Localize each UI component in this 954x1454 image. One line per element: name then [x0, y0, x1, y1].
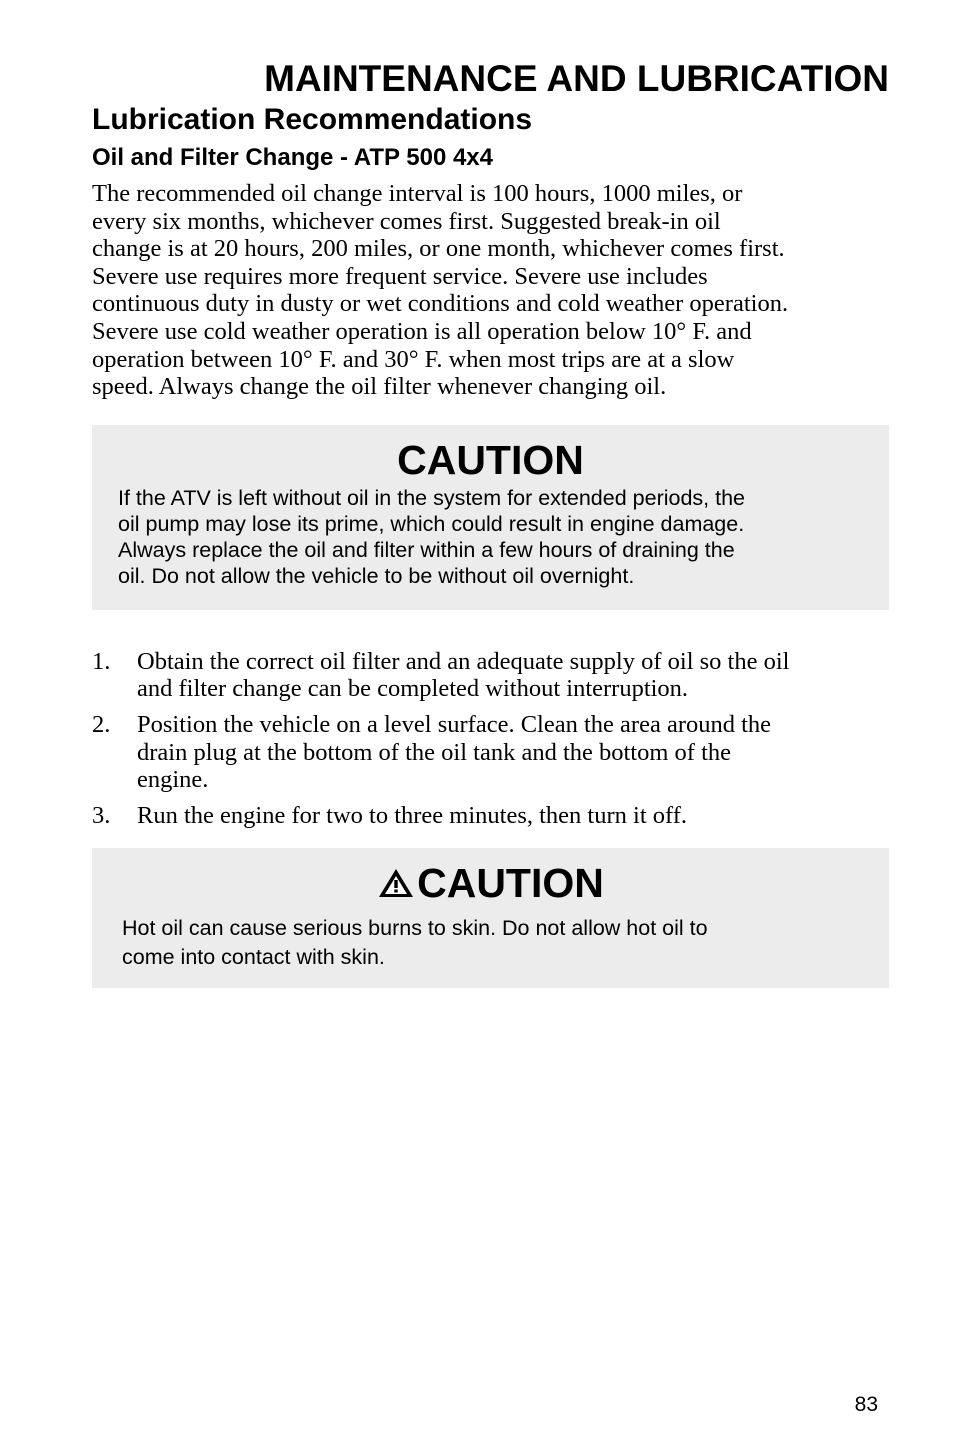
step-text — [137, 802, 889, 830]
step-text — [137, 711, 889, 794]
caution-line: oil. Do not allow the vehicle to be without oil overnight. — [118, 563, 635, 588]
caution-line: oil pump may lose its prime, which could result in engine damage. — [118, 511, 745, 536]
caution-line: come into contact with skin. — [122, 945, 385, 970]
caution-line: Always replace the oil and filter within a few hours of draining the — [118, 537, 735, 562]
subsection-title: Oil and Filter Change - ATP 500 4x4 — [92, 144, 494, 171]
caution-box-oil-pump — [92, 425, 889, 610]
step-line: Position the vehicle on a level surface. Clean the area around the — [137, 710, 772, 738]
caution-line: If the ATV is left without oil in the system for extended periods, the — [118, 485, 746, 510]
step-number: 3. — [92, 801, 111, 829]
intro-line: operation between 10° F. and 30° F. when most trips are at a slow — [92, 345, 735, 373]
step-item — [92, 648, 889, 703]
step-text — [137, 648, 889, 703]
caution-box-hot-oil — [92, 848, 889, 988]
step-line: Run the engine for two to three minutes, then turn it off. — [137, 801, 688, 829]
caution-heading-with-icon — [122, 860, 859, 908]
step-item — [92, 711, 889, 794]
caution-text — [118, 485, 863, 589]
page-number: 83 — [854, 1393, 878, 1416]
intro-line: speed. Always change the oil filter whenever changing oil. — [92, 373, 667, 401]
manual-page — [92, 58, 889, 988]
intro-line: change is at 20 hours, 200 miles, or one month, whichever comes first. — [92, 235, 785, 263]
step-line: Obtain the correct oil filter and an adequate supply of oil so the oil — [137, 647, 790, 675]
procedure-steps — [92, 648, 889, 830]
intro-line: The recommended oil change interval is 100 hours, 1000 miles, or — [92, 180, 743, 207]
caution-text — [122, 914, 859, 972]
caution-line: Hot oil can cause serious burns to skin. Do not allow hot oil to — [122, 916, 708, 941]
intro-paragraph — [92, 180, 889, 401]
intro-line: Severe use cold weather operation is all operation below 10° F. and — [92, 317, 752, 345]
intro-line: Severe use requires more frequent service. Severe use includes — [92, 262, 708, 290]
caution-heading: CAUTION — [397, 436, 584, 483]
warning-triangle-icon — [377, 862, 415, 908]
chapter-title: MAINTENANCE AND LUBRICATION — [264, 58, 889, 99]
intro-line: continuous duty in dusty or wet conditions and cold weather operation. — [92, 290, 789, 318]
intro-line: every six months, whichever comes first. Suggested break-in oil — [92, 207, 721, 235]
step-number: 2. — [92, 710, 111, 738]
step-line: and filter change can be completed without interruption. — [137, 675, 689, 703]
step-item — [92, 802, 889, 830]
step-line: drain plug at the bottom of the oil tank and the bottom of the — [137, 738, 732, 766]
step-line: engine. — [137, 766, 209, 794]
section-title: Lubrication Recommendations — [92, 103, 533, 136]
caution-heading-text: CAUTION — [417, 860, 604, 907]
step-number: 1. — [92, 647, 111, 675]
